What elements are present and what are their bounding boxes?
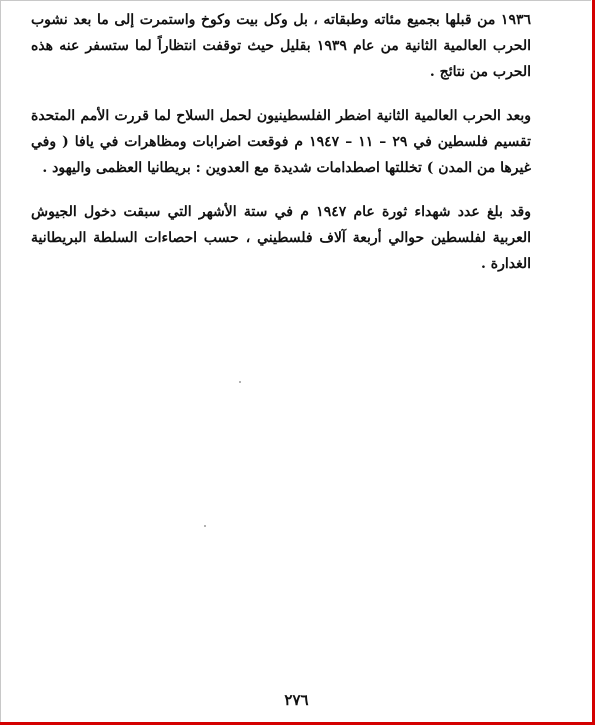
scan-speck bbox=[204, 525, 206, 527]
paragraph-1: ١٩٣٦ من قبلها بجميع مئاته وطبقاته ، بل وكل بيت وكوخ واستمرت إلى ما بعد نشوب الحرب العالمية الثانية من عام ١٩٣٩ بقليل حيث توقفت انتظاراً لما ستسفر عنه هذه الحرب من نتائج . bbox=[31, 12, 531, 80]
body-text bbox=[31, 7, 531, 277]
paragraph-2: وبعد الحرب العالمية الثانية اضطر الفلسطينيون لحمل السلاح لما قررت الأمم المتحدة تقسيم فلسطين في ٢٩ – ١١ – ١٩٤٧ م فوقعت اضرابات ومظاهرات في يافا ( وفي غيرها من المدن ) تخللتها اصطدامات شديدة مع العدوين : بريطانيا العظمى واليهود . bbox=[31, 108, 531, 176]
paragraph-3: وقد بلغ عدد شهداء ثورة عام ١٩٤٧ م في ستة الأشهر التي سبقت دخول الجيوش العربية لفلسطين حوالي أربعة آلاف فلسطيني ، حسب احصاءات السلطة البريطانية الغدارة . bbox=[31, 204, 532, 272]
scan-speck bbox=[239, 381, 241, 383]
page-number: ٢٧٦ bbox=[284, 691, 309, 709]
